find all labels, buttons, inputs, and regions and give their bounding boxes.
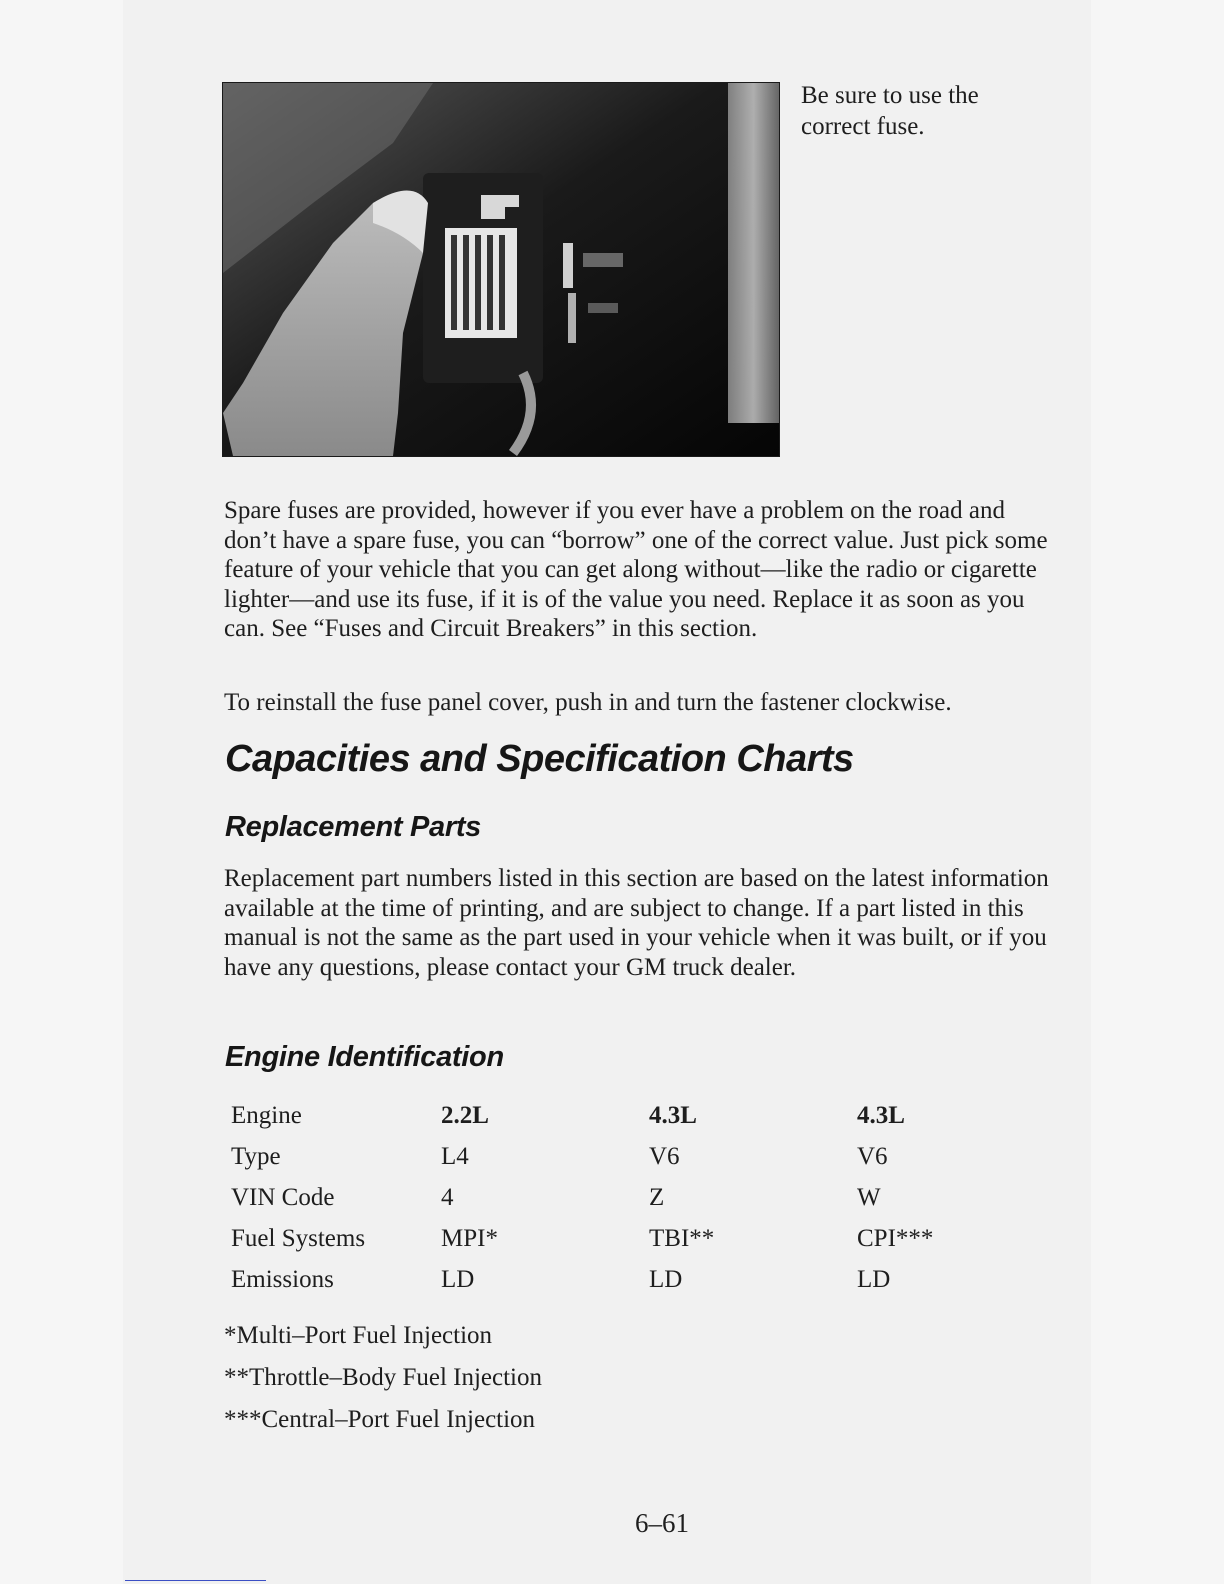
table-cell: CPI*** xyxy=(857,1224,934,1252)
table-cell: LD xyxy=(857,1265,891,1293)
table-cell: Emissions xyxy=(231,1265,334,1293)
replacement-parts-heading: Replacement Parts xyxy=(225,811,482,843)
reinstall-paragraph: To reinstall the fuse panel cover, push in and turn the fastener clockwise. xyxy=(224,689,952,716)
table-cell: TBI** xyxy=(649,1224,715,1252)
spare-fuses-paragraph: Spare fuses are provided, however if you ever have a problem on the road and don’t have a spare fuse, you can “borrow” one of the correct value. Just pick some feature of your vehicle that you can get along without—like the radio or cigarette lighter—and use its fuse, if it is of the value you need. Replace it as soon as you can. See “Fuses and Circuit Breakers” in this section. xyxy=(224,497,1048,642)
footnote-item: *Multi–Port Fuel Injection xyxy=(224,1322,493,1349)
table-cell: LD xyxy=(441,1265,475,1293)
table-cell: V6 xyxy=(649,1142,680,1170)
table-cell: LD xyxy=(649,1265,683,1293)
table-cell: 4 xyxy=(441,1183,454,1211)
engine-identification-heading: Engine Identification xyxy=(225,1041,504,1073)
table-cell: 4.3L xyxy=(857,1101,905,1129)
page-number: 6–61 xyxy=(635,1508,689,1538)
table-row xyxy=(231,1218,1007,1259)
table-cell: Engine xyxy=(231,1101,302,1129)
table-header-row xyxy=(231,1095,1007,1136)
table-cell: 2.2L xyxy=(441,1101,489,1129)
engine-spec-table xyxy=(231,1095,1007,1300)
footnote-item: ***Central–Port Fuel Injection xyxy=(224,1406,536,1433)
table-cell: L4 xyxy=(441,1142,469,1170)
table-cell: W xyxy=(857,1183,881,1211)
replacement-parts-paragraph: Replacement part numbers listed in this section are based on the latest information available at the time of printing, and are subject to change. If a part listed in this manual is not the same as the part used in your vehicle when it was built, or if you have any questions, please contact your GM truck dealer. xyxy=(224,865,1049,981)
fuse-panel-photo xyxy=(222,82,780,457)
table-cell: V6 xyxy=(857,1142,888,1170)
capacities-heading: Capacities and Specification Charts xyxy=(225,738,854,780)
photo-caption: Be sure to use the correct fuse. xyxy=(801,82,979,140)
table-cell: Z xyxy=(649,1183,665,1211)
corner-divider xyxy=(125,1580,266,1581)
footnote-item: **Throttle–Body Fuel Injection xyxy=(224,1364,543,1391)
footnotes-list xyxy=(224,1315,542,1441)
table-row xyxy=(231,1259,1007,1300)
table-cell: 4.3L xyxy=(649,1101,697,1129)
table-row xyxy=(231,1177,1007,1218)
table-cell: VIN Code xyxy=(231,1183,335,1211)
table-cell: MPI* xyxy=(441,1224,498,1252)
table-row xyxy=(231,1136,1007,1177)
table-cell: Fuel Systems xyxy=(231,1224,366,1252)
table-cell: Type xyxy=(231,1142,281,1170)
